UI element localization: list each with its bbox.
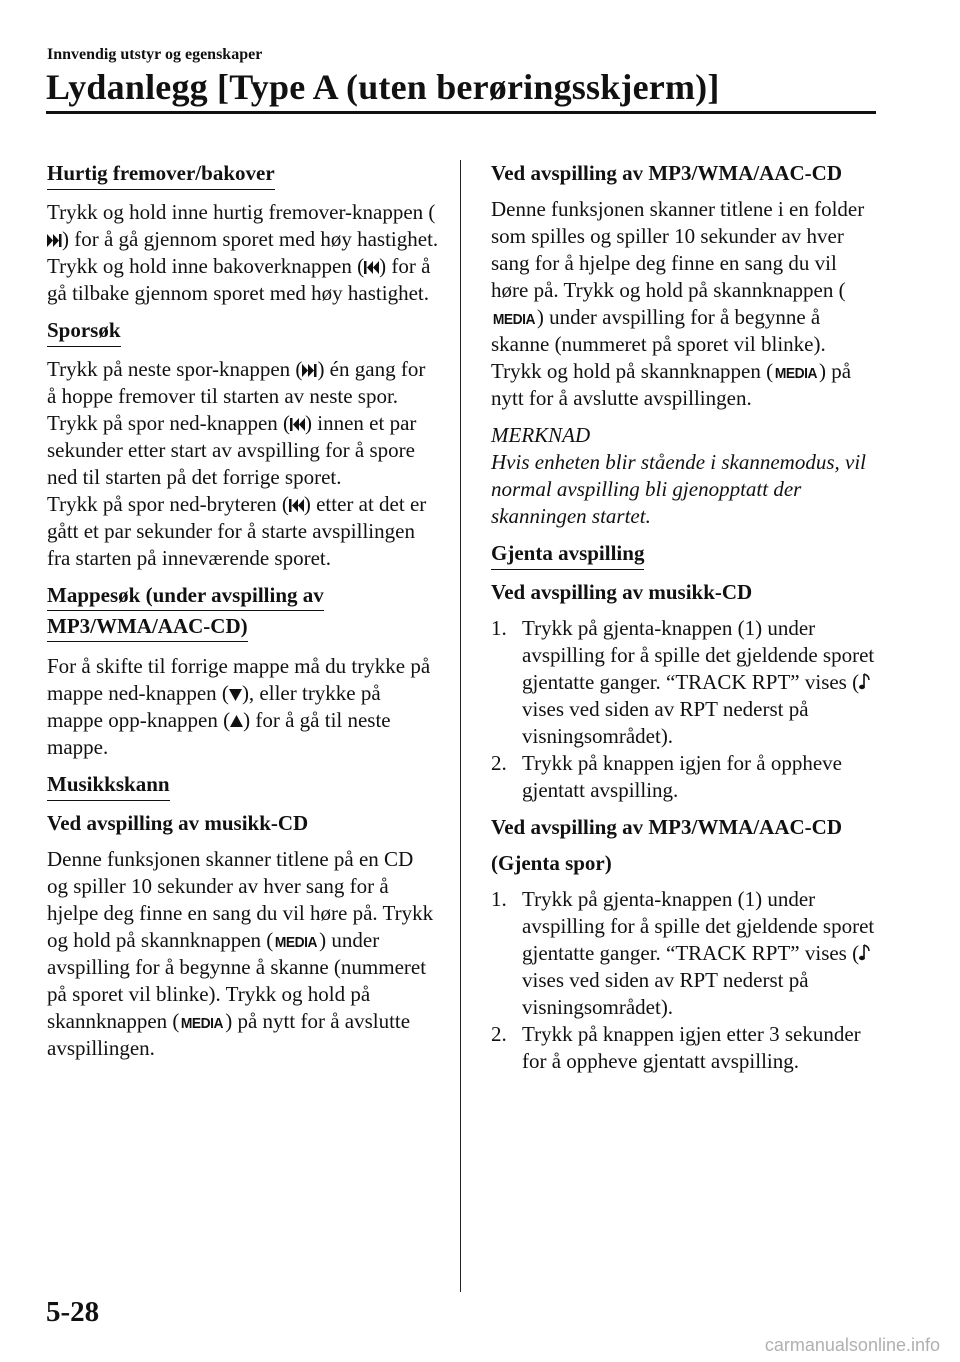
fast-forward-icon [302, 364, 317, 377]
right-column [491, 160, 879, 1085]
subheading-music-cd: Ved avspilling av musikk-CD [47, 811, 309, 835]
page-title: Lydanlegg [Type A (uten berøringsskjerm)] [46, 67, 720, 107]
triangle-down-icon [229, 688, 242, 701]
subheading-repeat-mp3: Ved avspilling av MP3/WMA/AAC-CD [491, 815, 842, 839]
heading-music-scan: Musikkskann [47, 771, 170, 801]
subheading-mp3-scan: Ved avspilling av MP3/WMA/AAC-CD [491, 161, 842, 185]
heading-repeat: Gjenta avspilling [491, 540, 644, 570]
header-rule [46, 111, 876, 114]
paragraph-mp3-scan: Denne funksjonen skanner titlene i en folder som spilles og spiller 10 sekunder av hver sang for å hjelpe deg finne en sang du vil høre på. Trykk og hold på skannknappen (MEDIA) under avspilling for å begynne å skanne (nummeret på sporet vil blinke). [491, 197, 865, 356]
column-divider [460, 160, 461, 1292]
rewind-icon [364, 261, 379, 274]
list-item: 1. Trykk på gjenta-knappen (1) under avspilling for å spille det gjeldende sporet gjentatte ganger. “TRACK RPT” vises (vises ved siden av RPT nederst på visningsområdet). [491, 887, 875, 1019]
media-icon: MEDIA [181, 1015, 224, 1032]
paragraph-track-down: Trykk på spor ned-knappen ( ) innen et par sekunder etter start av avspilling for å spore ned til starten på det forrige sporet. [47, 411, 417, 489]
paragraph-folder-search: For å skifte til forrige mappe må du trykke på mappe ned-knappen ( ), eller trykke på mappe opp-knappen ( ) for å gå til neste mappe. [47, 654, 431, 759]
media-icon: MEDIA [275, 934, 318, 951]
list-repeat-cd [491, 615, 879, 804]
fast-forward-icon [47, 234, 62, 247]
paragraph-track-restart: Trykk på spor ned-bryteren ( ) etter at det er gått et par sekunder for å starte avspillingen fra starten på inneværende sporet. [47, 492, 427, 570]
subheading-repeat-track: (Gjenta spor) [491, 851, 612, 875]
heading-track-search: Sporsøk [47, 317, 121, 347]
rewind-icon [289, 499, 304, 512]
music-note-icon [859, 673, 871, 691]
subheading-repeat-cd: Ved avspilling av musikk-CD [491, 580, 753, 604]
media-icon: MEDIA [774, 365, 818, 382]
list-item: 2. Trykk på knappen igjen for å oppheve gjentatt avspilling. [491, 751, 842, 802]
paragraph-fast-forward: Trykk og hold inne hurtig fremover-knappen () for å gå gjennom sporet med høy hastighet. Trykk og hold inne bakoverknappen ( ) for å gå tilbake gjennom sporet med høy hastighet. [47, 200, 439, 305]
paragraph-music-scan: Denne funksjonen skanner titlene på en CD og spiller 10 sekunder av hver sang for å hjelpe deg finne en sang du vil høre på. Trykk og hold på skannknappen ( MEDIA) under avspilling for å begynne å skanne (nummeret på sporet vil blinke). Trykk og hold på skannknappen ( MEDIA) på nytt for å avslutte avspillingen. [47, 847, 434, 1060]
list-item: 1. Trykk på gjenta-knappen (1) under avspilling for å spille det gjeldende sporet gjentatte ganger. “TRACK RPT” vises (vises ved siden av RPT nederst på visningsområdet). [491, 616, 875, 748]
media-icon: MEDIA [492, 311, 536, 328]
list-item: 2. Trykk på knappen igjen etter 3 sekunder for å oppheve gjentatt avspilling. [491, 1022, 861, 1073]
rewind-icon [290, 418, 305, 431]
left-column [47, 160, 439, 1072]
music-note-icon [859, 944, 871, 962]
note-text: Hvis enheten blir stående i skannemodus, vil normal avspilling bli gjenopptatt der skanningen startet. [491, 450, 867, 528]
watermark: carmanualsonline.info [764, 1335, 940, 1355]
paragraph-track-search: Trykk på neste spor-knappen ( ) én gang for å hoppe fremover til starten av neste spor. [47, 357, 426, 408]
paragraph-mp3-scan-stop: Trykk og hold på skannknappen ( MEDIA) på nytt for å avslutte avspillingen. [491, 359, 852, 410]
heading-fast-forward: Hurtig fremover/bakover [47, 160, 275, 190]
running-header-section: Innvendig utstyr og egenskaper [47, 46, 263, 63]
heading-folder-search: Mappesøk (under avspilling av MP3/WMA/AAC-CD) [47, 582, 439, 644]
list-repeat-mp3 [491, 886, 879, 1075]
note-label: MERKNAD [491, 423, 591, 447]
triangle-up-icon [230, 715, 243, 728]
page-number: 5-28 [46, 1296, 100, 1328]
